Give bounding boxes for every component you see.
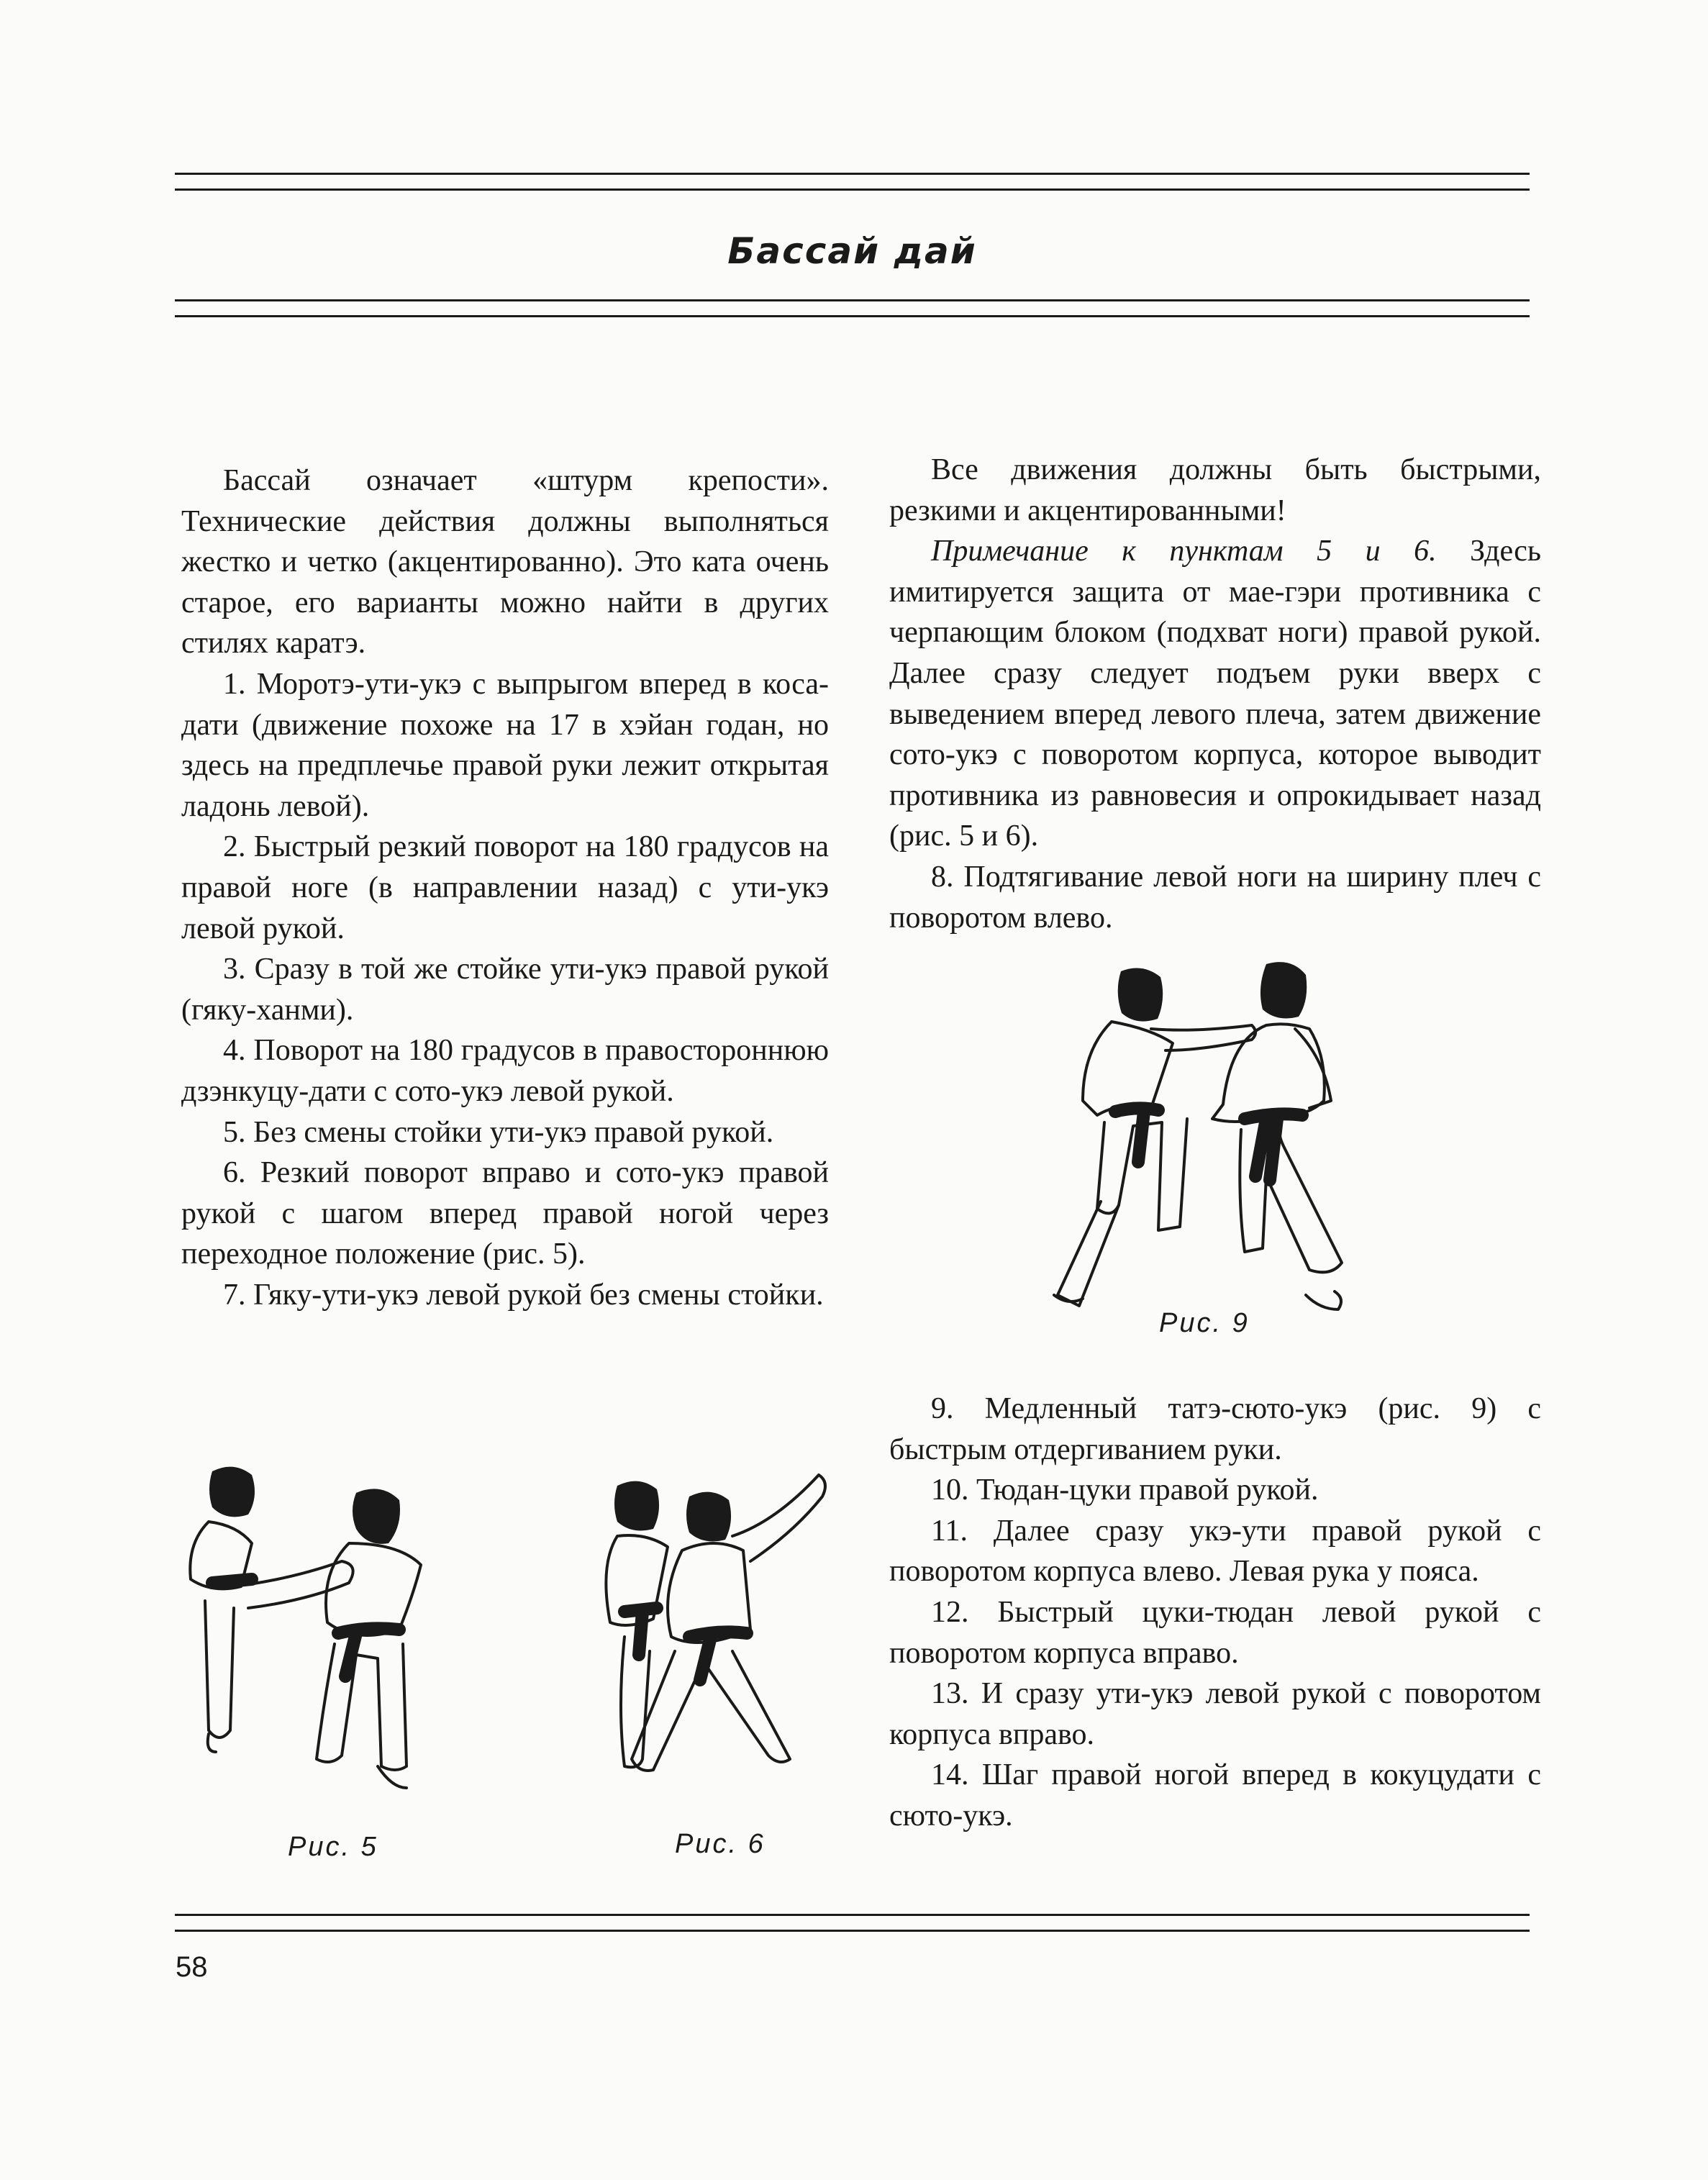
figure-5-illustration xyxy=(183,1457,471,1809)
intro-statement: Все движения должны быть быстрыми, резкими и акцентированными! xyxy=(889,453,1541,527)
belt-tail-left xyxy=(1138,1112,1144,1162)
title-rule xyxy=(175,299,1530,321)
belt-left xyxy=(1115,1108,1158,1112)
list-item: 5. Без смены стойки ути-укэ правой рукой. xyxy=(223,1115,774,1149)
note-text: Здесь имитируется защита от мае-гэри противника с черпающим блоком (подхват ноги) правой рукой. Далее сразу следует подъем руки вверх с выведением вперед левого плеча, затем движение сото-укэ с поворотом корпуса, которое выводит противника из равновесия и опрокидывает назад (рис. 5 и 6). xyxy=(889,535,1541,853)
torso-right xyxy=(1212,1024,1325,1122)
figure-5-caption: Рис. 5 xyxy=(288,1832,378,1862)
figure-6-caption: Рис. 6 xyxy=(675,1829,766,1859)
note-lead: Примечание к пунктам 5 и 6. xyxy=(931,535,1437,568)
list-item: 12. Быстрый цуки-тюдан левой рукой с поворотом корпуса вправо. xyxy=(889,1595,1541,1670)
note-paragraph xyxy=(889,531,1541,857)
figure-9-illustration xyxy=(1050,957,1396,1324)
list-item: 8. Подтягивание левой ноги на ширину плеч с поворотом влево. xyxy=(889,860,1541,935)
page-number: 58 xyxy=(176,1951,208,1983)
head-right xyxy=(686,1492,731,1542)
list-item: 9. Медленный татэ-сюто-укэ (рис. 9) с быстрым отдергиванием руки. xyxy=(889,1392,1541,1466)
head-left xyxy=(209,1467,255,1517)
right-column xyxy=(889,450,1541,938)
head-left xyxy=(1118,968,1163,1022)
list-item: 10. Тюдан-цуки правой рукой. xyxy=(931,1473,1319,1507)
feet xyxy=(208,1734,406,1788)
intro-paragraph: Бассай означает «штурм крепости». Технические действия должны выполняться жестко и четко (акцентированно). Это ката очень старое, его варианты можно найти в других стилях каратэ. xyxy=(181,464,829,660)
foot-right xyxy=(1306,1291,1341,1309)
list-item: 4. Поворот на 180 градусов в правостороннюю дзэнкуцу-дати с сото-укэ левой рукой. xyxy=(181,1034,829,1108)
list-item: 11. Далее сразу укэ-ути правой рукой с поворотом корпуса влево. Левая рука у пояса. xyxy=(889,1514,1541,1589)
list-item: 7. Гяку-ути-укэ левой рукой без смены стойки. xyxy=(223,1278,824,1312)
right-column-lower xyxy=(889,1389,1541,1837)
belt-left xyxy=(212,1579,252,1583)
bottom-rule xyxy=(175,1914,1530,1935)
list-item: 2. Быстрый резкий поворот на 180 градусов на правой ноге (в направлении назад) с ути-укэ левой рукой. xyxy=(181,830,829,945)
head-left xyxy=(614,1481,659,1531)
head-right xyxy=(1260,962,1307,1018)
list-item: 1. Моротэ-ути-укэ с выпрыгом вперед в коса-дати (движение похоже на 17 в хэйан годан, но здесь на предплечье правой руки лежит открытая ладонь левой). xyxy=(181,667,829,823)
belt-tail-right xyxy=(1255,1119,1277,1180)
standing-leg xyxy=(205,1601,234,1738)
left-column xyxy=(181,460,829,1315)
figure-6-illustration xyxy=(603,1457,862,1795)
figure-9-caption: Рис. 9 xyxy=(1159,1308,1250,1338)
belt-left xyxy=(624,1608,657,1655)
legs-right xyxy=(317,1644,406,1770)
top-rule xyxy=(175,173,1530,194)
head-right xyxy=(353,1489,400,1543)
list-item: 13. И сразу ути-укэ левой рукой с поворотом корпуса вправо. xyxy=(889,1677,1541,1751)
list-item: 14. Шаг правой ногой вперед в кокуцудати с сюто-укэ. xyxy=(889,1758,1541,1832)
list-item: 3. Сразу в той же стойке ути-укэ правой рукой (гяку-ханми). xyxy=(181,953,829,1027)
raised-leg xyxy=(732,1475,825,1561)
leg-left xyxy=(1058,1202,1119,1306)
torso-right xyxy=(326,1543,421,1635)
arm-right xyxy=(1295,1029,1331,1108)
chapter-title: Бассай дай xyxy=(727,230,977,272)
torso-left xyxy=(1083,1022,1173,1115)
list-item: 6. Резкий поворот вправо и сото-укэ правой рукой с шагом вперед правой ногой через переходное положение (рис. 5). xyxy=(181,1156,829,1271)
kick-leg xyxy=(234,1561,353,1608)
